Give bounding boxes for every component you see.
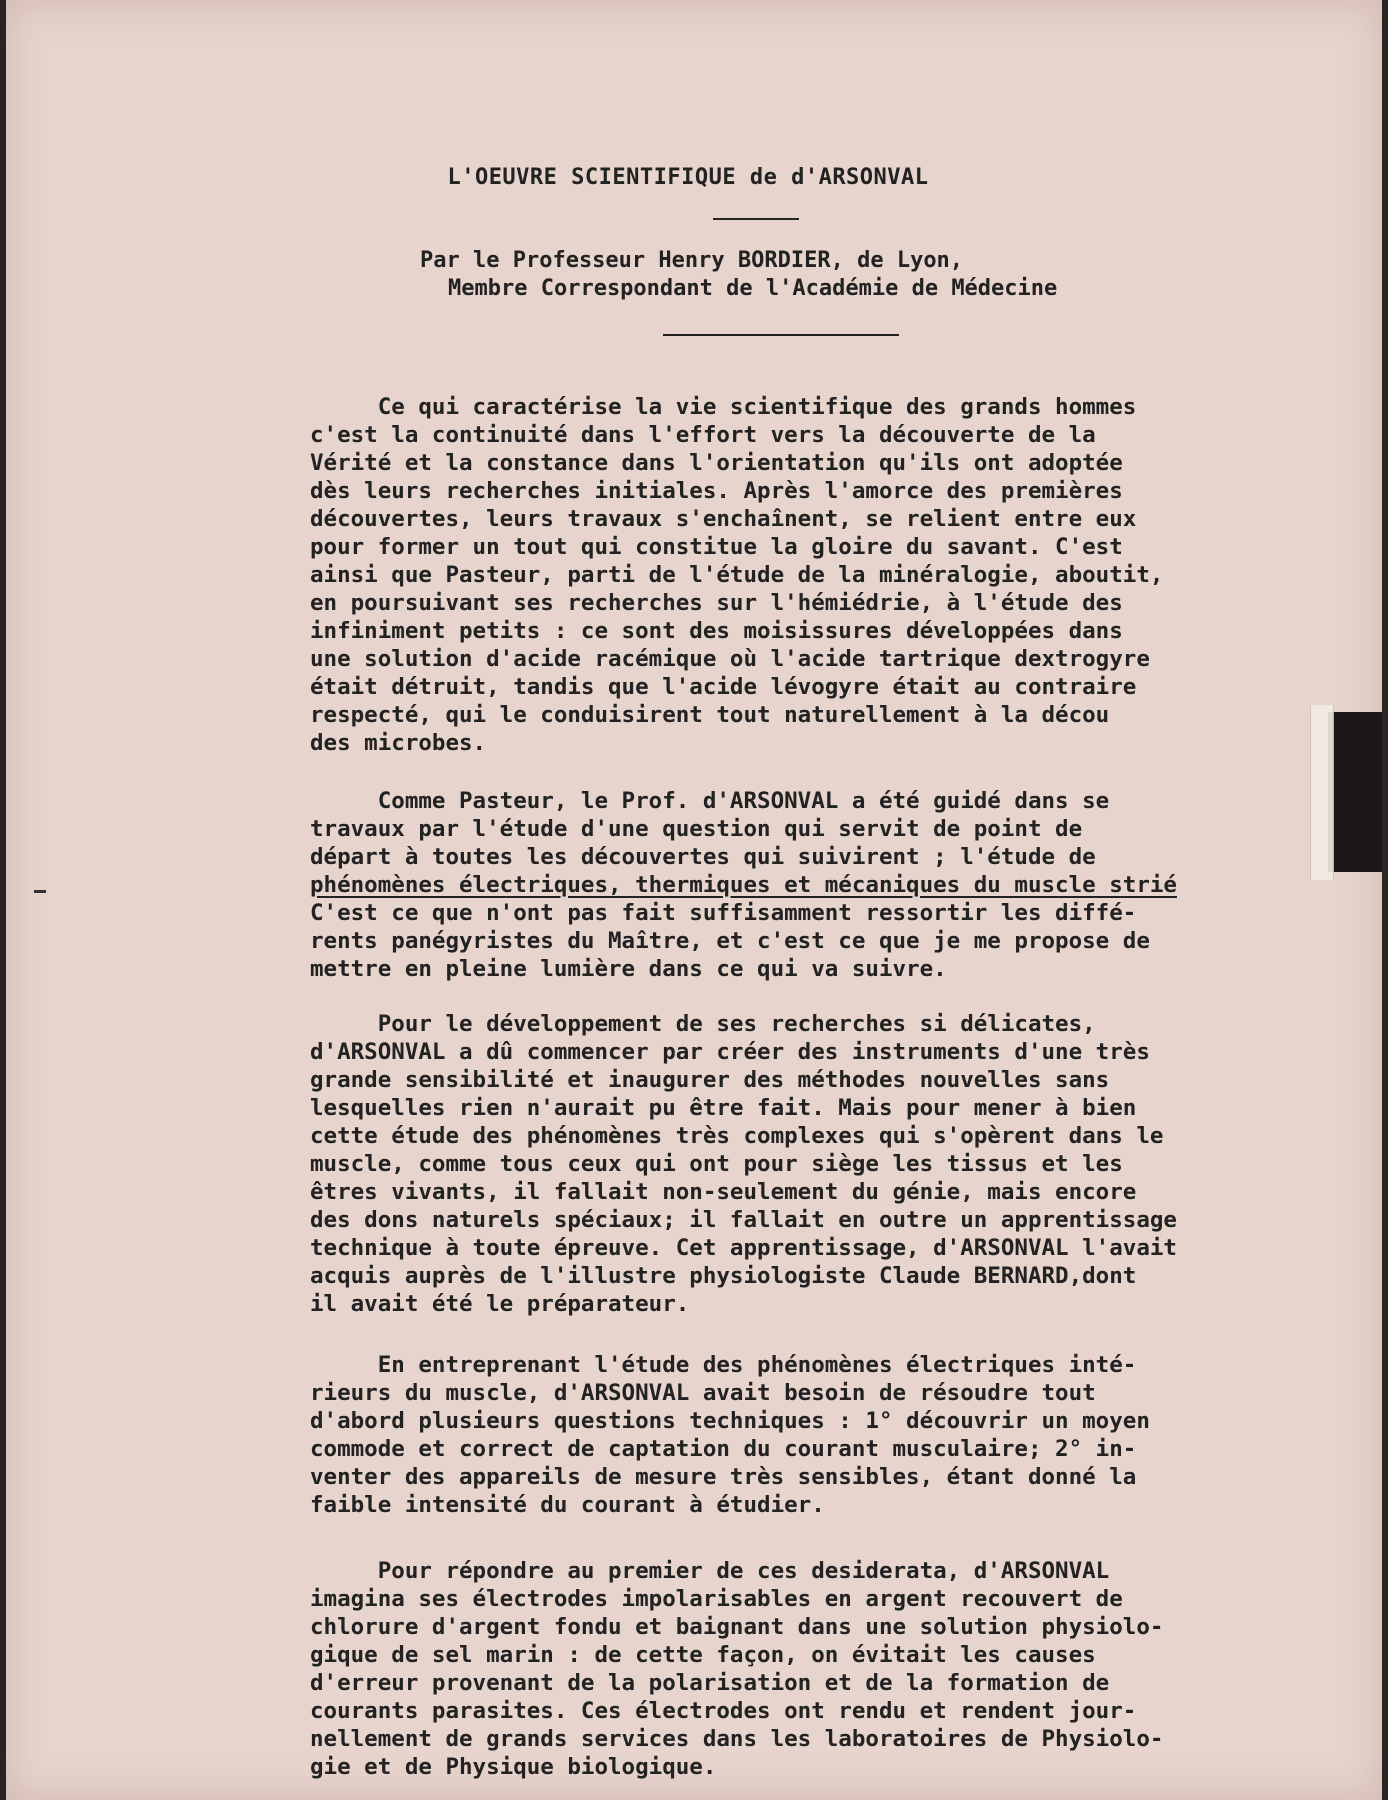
text-line: grande sensibilité et inaugurer des méthodes nouvelles sans [310, 1067, 1110, 1093]
paragraph-4 [310, 1351, 1350, 1519]
text-line: venter des appareils de mesure très sensibles, étant donné la [310, 1464, 1137, 1490]
text-line: gique de sel marin : de cette façon, on évitait les causes [310, 1642, 1096, 1668]
text-line: il avait été le préparateur. [310, 1291, 690, 1317]
text-line: une solution d'acide racémique où l'acide tartrique dextrogyre [310, 646, 1150, 672]
author-line: Par le Professeur Henry BORDIER, de Lyon, [420, 248, 964, 273]
text-line: d'ARSONVAL a dû commencer par créer des instruments d'une très [310, 1039, 1150, 1065]
text-line: ainsi que Pasteur, parti de l'étude de la minéralogie, aboutit, [310, 562, 1164, 588]
text-line: technique à toute épreuve. Cet apprentissage, d'ARSONVAL l'avait [310, 1235, 1177, 1261]
text-line: C'est ce que n'ont pas fait suffisamment ressortir les diffé- [310, 900, 1137, 926]
text-line: phénomènes électriques, thermiques et mécaniques du muscle strié [310, 872, 1177, 898]
text-line: acquis auprès de l'illustre physiologiste Claude BERNARD,dont [310, 1263, 1137, 1289]
text-line: nellement de grands services dans les laboratoires de Physiolo- [310, 1726, 1164, 1752]
text-line: êtres vivants, il fallait non-seulement du génie, mais encore [310, 1179, 1137, 1205]
text-line: rents panégyristes du Maître, et c'est ce que je me propose de [310, 928, 1150, 954]
text-line: courants parasites. Ces électrodes ont rendu et rendent jour- [310, 1698, 1137, 1724]
title-rule [713, 218, 799, 220]
text-line: découvertes, leurs travaux s'enchaînent, se relient entre eux [310, 506, 1137, 532]
text-line: Vérité et la constance dans l'orientation qu'ils ont adoptée [310, 450, 1123, 476]
text-line: Ce qui caractérise la vie scientifique des grands hommes [310, 394, 1137, 420]
author-affiliation: Membre Correspondant de l'Académie de Médecine [448, 276, 1058, 301]
text-line: respecté, qui le conduisirent tout naturellement à la décou [310, 702, 1110, 728]
text-line: d'abord plusieurs questions techniques : 1° découvrir un moyen [310, 1408, 1150, 1434]
text-line: Pour répondre au premier de ces desiderata, d'ARSONVAL [310, 1558, 1110, 1584]
author-block [420, 247, 1320, 303]
text-line: muscle, comme tous ceux qui ont pour siège les tissus et les [310, 1151, 1123, 1177]
text-line: mettre en pleine lumière dans ce qui va suivre. [310, 956, 947, 982]
paragraph-2 [310, 787, 1350, 983]
paragraph-5 [310, 1557, 1350, 1781]
text-line: pour former un tout qui constitue la gloire du savant. C'est [310, 534, 1123, 560]
text-line: départ à toutes les découvertes qui suivirent ; l'étude de [310, 844, 1096, 870]
text-line: faible intensité du courant à étudier. [310, 1492, 825, 1518]
text-line: travaux par l'étude d'une question qui servit de point de [310, 816, 1083, 842]
text-line: infiniment petits : ce sont des moisissures développées dans [310, 618, 1123, 644]
text-line: dès leurs recherches initiales. Après l'amorce des premières [310, 478, 1123, 504]
text-line: des microbes. [310, 730, 487, 756]
text-line: était détruit, tandis que l'acide lévogyre était au contraire [310, 674, 1137, 700]
text-line: En entreprenant l'étude des phénomènes électriques inté- [310, 1352, 1137, 1378]
author-rule [663, 334, 899, 336]
text-line: imagina ses électrodes impolarisables en argent recouvert de [310, 1586, 1123, 1612]
paragraph-3 [310, 1010, 1350, 1318]
paragraph-1 [310, 393, 1350, 757]
text-line: chlorure d'argent fondu et baignant dans une solution physiolo- [310, 1614, 1164, 1640]
text-line: des dons naturels spéciaux; il fallait en outre un apprentissage [310, 1207, 1177, 1233]
text-line: lesquelles rien n'aurait pu être fait. Mais pour mener à bien [310, 1095, 1137, 1121]
text-line: c'est la continuité dans l'effort vers la découverte de la [310, 422, 1096, 448]
text-line: rieurs du muscle, d'ARSONVAL avait besoin de résoudre tout [310, 1380, 1096, 1406]
text-line: d'erreur provenant de la polarisation et de la formation de [310, 1670, 1110, 1696]
text-line: cette étude des phénomènes très complexes qui s'opèrent dans le [310, 1123, 1164, 1149]
text-line: commode et correct de captation du courant musculaire; 2° in- [310, 1436, 1137, 1462]
document-title: L'OEUVRE SCIENTIFIQUE de d'ARSONVAL [447, 165, 929, 190]
text-line: Comme Pasteur, le Prof. d'ARSONVAL a été guidé dans se [310, 788, 1110, 814]
text-line: Pour le développement de ses recherches si délicates, [310, 1011, 1096, 1037]
text-line: gie et de Physique biologique. [310, 1754, 717, 1780]
text-line: en poursuivant ses recherches sur l'hémiédrie, à l'étude des [310, 590, 1123, 616]
